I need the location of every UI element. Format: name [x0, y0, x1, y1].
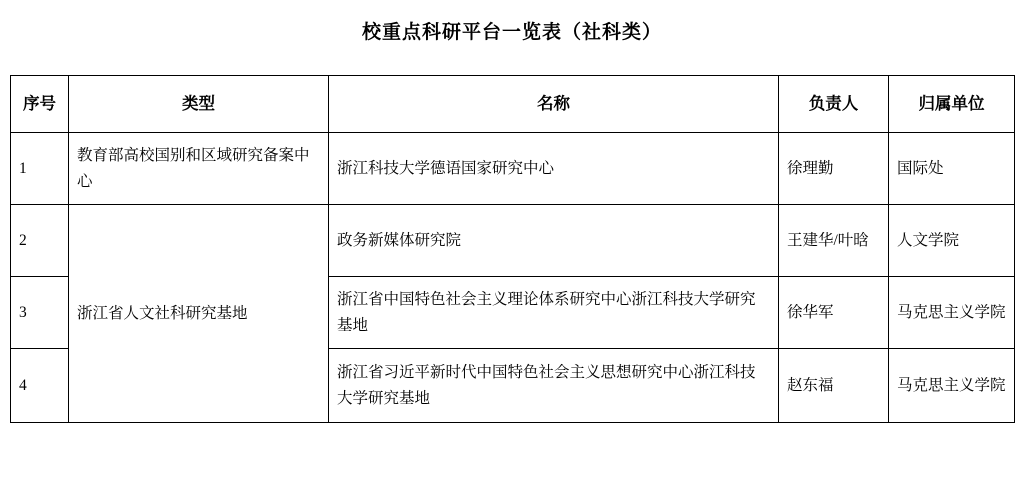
- cell-name: 浙江省习近平新时代中国特色社会主义思想研究中心浙江科技大学研究基地: [329, 349, 779, 423]
- cell-unit: 人文学院: [889, 205, 1015, 277]
- column-header-head: 负责人: [779, 76, 889, 133]
- cell-head: 王建华/叶晗: [779, 205, 889, 277]
- cell-no: 2: [11, 205, 69, 277]
- cell-type: 教育部高校国别和区域研究备案中心: [69, 133, 329, 205]
- cell-unit: 马克思主义学院: [889, 349, 1015, 423]
- cell-head: 赵东福: [779, 349, 889, 423]
- cell-no: 4: [11, 349, 69, 423]
- column-header-no: 序号: [11, 76, 69, 133]
- table-container: [10, 75, 1014, 423]
- table-header-row: [11, 76, 1015, 133]
- column-header-name: 名称: [329, 76, 779, 133]
- research-platform-table: [10, 75, 1015, 423]
- table-body: [11, 133, 1015, 423]
- table-row: [11, 205, 1015, 277]
- cell-type-merged: 浙江省人文社科研究基地: [69, 205, 329, 423]
- cell-head: 徐理勤: [779, 133, 889, 205]
- table-header: [11, 76, 1015, 133]
- column-header-type: 类型: [69, 76, 329, 133]
- cell-no: 1: [11, 133, 69, 205]
- cell-name: 浙江省中国特色社会主义理论体系研究中心浙江科技大学研究基地: [329, 277, 779, 349]
- cell-name: 浙江科技大学德语国家研究中心: [329, 133, 779, 205]
- cell-name: 政务新媒体研究院: [329, 205, 779, 277]
- cell-no: 3: [11, 277, 69, 349]
- page-title: 校重点科研平台一览表（社科类）: [361, 22, 662, 43]
- table-row: [11, 133, 1015, 205]
- cell-unit: 马克思主义学院: [889, 277, 1015, 349]
- cell-unit: 国际处: [889, 133, 1015, 205]
- column-header-unit: 归属单位: [889, 76, 1015, 133]
- cell-head: 徐华军: [779, 277, 889, 349]
